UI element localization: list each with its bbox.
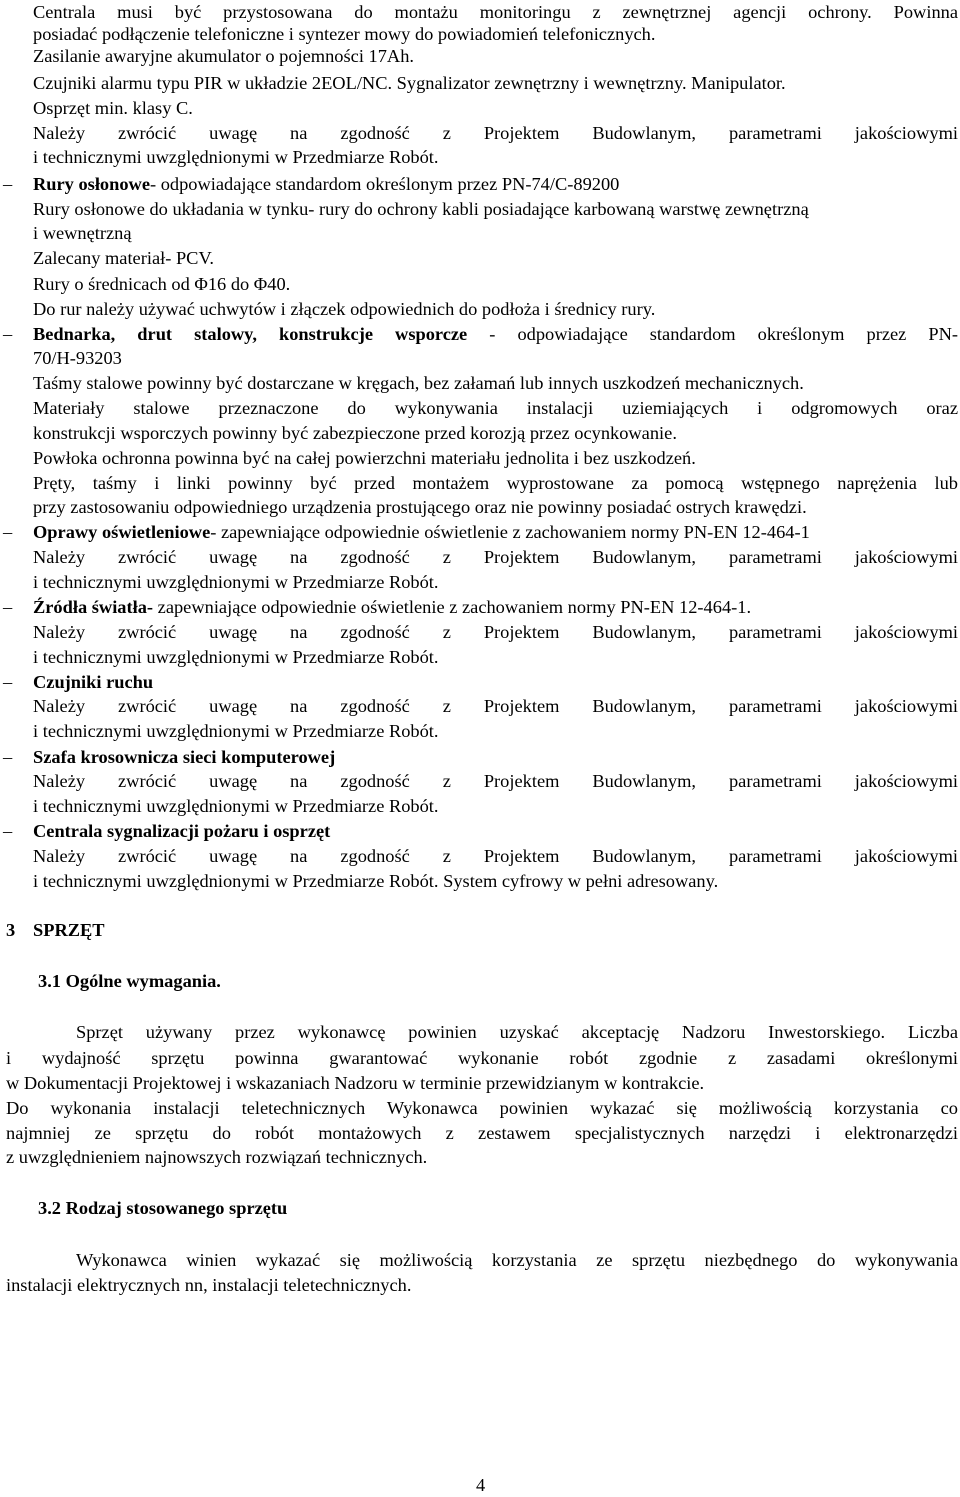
bullet-dash: – <box>3 672 13 692</box>
centrala-line-2: Należy zwrócić uwagę na zgodność z Projektem Budowlanym, parametrami jakościowymi <box>33 846 958 866</box>
rury-line-4: Zalecany materiał- PCV. <box>33 248 214 268</box>
rury-line-3: i wewnętrzną <box>33 223 132 243</box>
p2-line-2: najmniej ze sprzętu do robót montażowych z zestawem specjalistycznych narzędzi i elektronarzędzi <box>6 1123 958 1143</box>
szafa-title: Szafa krosownicza sieci komputerowej <box>33 747 336 767</box>
section-title: SPRZĘT <box>33 920 105 940</box>
bednarka-line-4: Materiały stalowe przeznaczone do wykonywania instalacji uziemiających i odgromowych oraz <box>33 398 958 418</box>
p3-line-2: instalacji elektrycznych nn, instalacji teletechnicznych. <box>6 1275 412 1295</box>
intro-line-6: Należy zwrócić uwagę na zgodność z Projektem Budowlanym, parametrami jakościowymi <box>33 123 958 143</box>
czujniki-line-3: i technicznymi uwzględnionymi w Przedmiarze Robót. <box>33 721 439 741</box>
czujniki-line-2: Należy zwrócić uwagę na zgodność z Projektem Budowlanym, parametrami jakościowymi <box>33 696 958 716</box>
bednarka-line-5: konstrukcji wsporczych powinny być zabezpieczone przed korozją przez ocynkowanie. <box>33 423 677 443</box>
intro-line-4: Czujniki alarmu typu PIR w układzie 2EOL/NC. Sygnalizator zewnętrzny i wewnętrzny. Manipulator. <box>33 73 786 93</box>
oprawy-rest: - zapewniające odpowiednie oświetlenie z zachowaniem normy PN-EN 12-464-1 <box>210 522 810 542</box>
intro-line-2: posiadać podłączenie telefoniczne i syntezer mowy do powiadomień telefonicznych. <box>33 24 656 44</box>
bednarka-line-2: 70/H-93203 <box>33 348 122 368</box>
bullet-dash: – <box>3 821 13 841</box>
intro-line-1: Centrala musi być przystosowana do montażu monitoringu z zewnętrznej agencji ochrony. Powinna <box>33 2 958 22</box>
czujniki-title: Czujniki ruchu <box>33 672 154 692</box>
intro-line-7: i technicznymi uwzględnionymi w Przedmiarze Robót. <box>33 147 439 167</box>
oprawy-title: Oprawy oświetleniowe <box>33 522 211 542</box>
bednarka-line-7: Pręty, taśmy i linki powinny być przed montażem wyprostowane za pomocą wstępnego naprężenia lub <box>33 473 958 493</box>
bednarka-line-6: Powłoka ochronna powinna być na całej powierzchni materiału jednolita i bez uszkodzeń. <box>33 448 696 468</box>
centrala-title: Centrala sygnalizacji pożaru i osprzęt <box>33 821 331 841</box>
oprawy-line-3: i technicznymi uwzględnionymi w Przedmiarze Robót. <box>33 572 439 592</box>
p3-line-1: Wykonawca winien wykazać się możliwością korzystania ze sprzętu niezbędnego do wykonywania <box>76 1250 958 1270</box>
zrodla-title: Źródła światła- <box>33 597 154 617</box>
bullet-dash: – <box>3 324 13 344</box>
centrala-line-3: i technicznymi uwzględnionymi w Przedmiarze Robót. System cyfrowy w pełni adresowany. <box>33 871 719 891</box>
zrodla-line-2: Należy zwrócić uwagę na zgodność z Projektem Budowlanym, parametrami jakościowymi <box>33 622 958 642</box>
p1-line-1: Sprzęt używany przez wykonawcę powinien uzyskać akceptację Nadzoru Inwestorskiego. Liczba <box>76 1022 958 1042</box>
rury-line-6: Do rur należy używać uchwytów i złączek odpowiednich do podłoża i średnicy rury. <box>33 299 656 319</box>
bednarka-heading <box>33 322 958 346</box>
rury-title: Rury osłonowe <box>33 174 150 194</box>
p2-line-3: z uwzględnieniem najnowszych rozwiązań technicznych. <box>6 1147 428 1167</box>
subsection-title-3-2: 3.2 Rodzaj stosowanego sprzętu <box>38 1198 288 1218</box>
rury-line-5: Rury o średnicach od Φ16 do Φ40. <box>33 274 291 294</box>
rury-rest: - odpowiadające standardom określonym przez PN-74/C-89200 <box>150 174 620 194</box>
subsection-title-3-1: 3.1 Ogólne wymagania. <box>38 971 221 991</box>
oprawy-heading <box>33 520 958 544</box>
page-number: 4 <box>476 1475 486 1495</box>
p1-line-3: w Dokumentacji Projektowej i wskazaniach Nadzoru w terminie przewidzianym w kontrakcie. <box>6 1073 705 1093</box>
intro-line-3: Zasilanie awaryjne akumulator o pojemności 17Ah. <box>33 46 414 66</box>
p2-line-1: Do wykonania instalacji teletechnicznych Wykonawca powinien wykazać się możliwością korzystania co <box>6 1098 958 1118</box>
bullet-dash: – <box>3 597 13 617</box>
section-number: 3 <box>6 920 16 940</box>
rury-line-2: Rury osłonowe do układania w tynku- rury do ochrony kabli posiadające karbowaną warstwę zewnętrzną <box>33 199 809 219</box>
intro-line-5: Osprzęt min. klasy C. <box>33 98 193 118</box>
bullet-dash: – <box>3 522 13 542</box>
rury-heading <box>33 172 958 196</box>
bullet-dash: – <box>3 174 13 194</box>
zrodla-line-3: i technicznymi uwzględnionymi w Przedmiarze Robót. <box>33 647 439 667</box>
p1-line-2: i wydajność sprzętu powinna gwarantować wykonanie robót zgodnie z zasadami określonymi <box>6 1048 958 1068</box>
bullet-dash: – <box>3 747 13 767</box>
bednarka-line-3: Taśmy stalowe powinny być dostarczane w kręgach, bez załamań lub innych uszkodzeń mechanicznych. <box>33 373 804 393</box>
oprawy-line-2: Należy zwrócić uwagę na zgodność z Projektem Budowlanym, parametrami jakościowymi <box>33 547 958 567</box>
szafa-line-3: i technicznymi uwzględnionymi w Przedmiarze Robót. <box>33 796 439 816</box>
szafa-line-2: Należy zwrócić uwagę na zgodność z Projektem Budowlanym, parametrami jakościowymi <box>33 771 958 791</box>
zrodla-rest: zapewniające odpowiednie oświetlenie z zachowaniem normy PN-EN 12-464-1. <box>153 597 752 617</box>
bednarka-title: Bednarka, drut stalowy, konstrukcje wsporcze <box>33 324 468 344</box>
zrodla-heading <box>33 595 958 619</box>
bednarka-line-8: przy zastosowaniu odpowiedniego urządzenia prostującego oraz nie powinny posiadać ostrych krawędzi. <box>33 497 807 517</box>
bednarka-rest: - odpowiadające standardom określonym przez PN- <box>467 324 958 344</box>
